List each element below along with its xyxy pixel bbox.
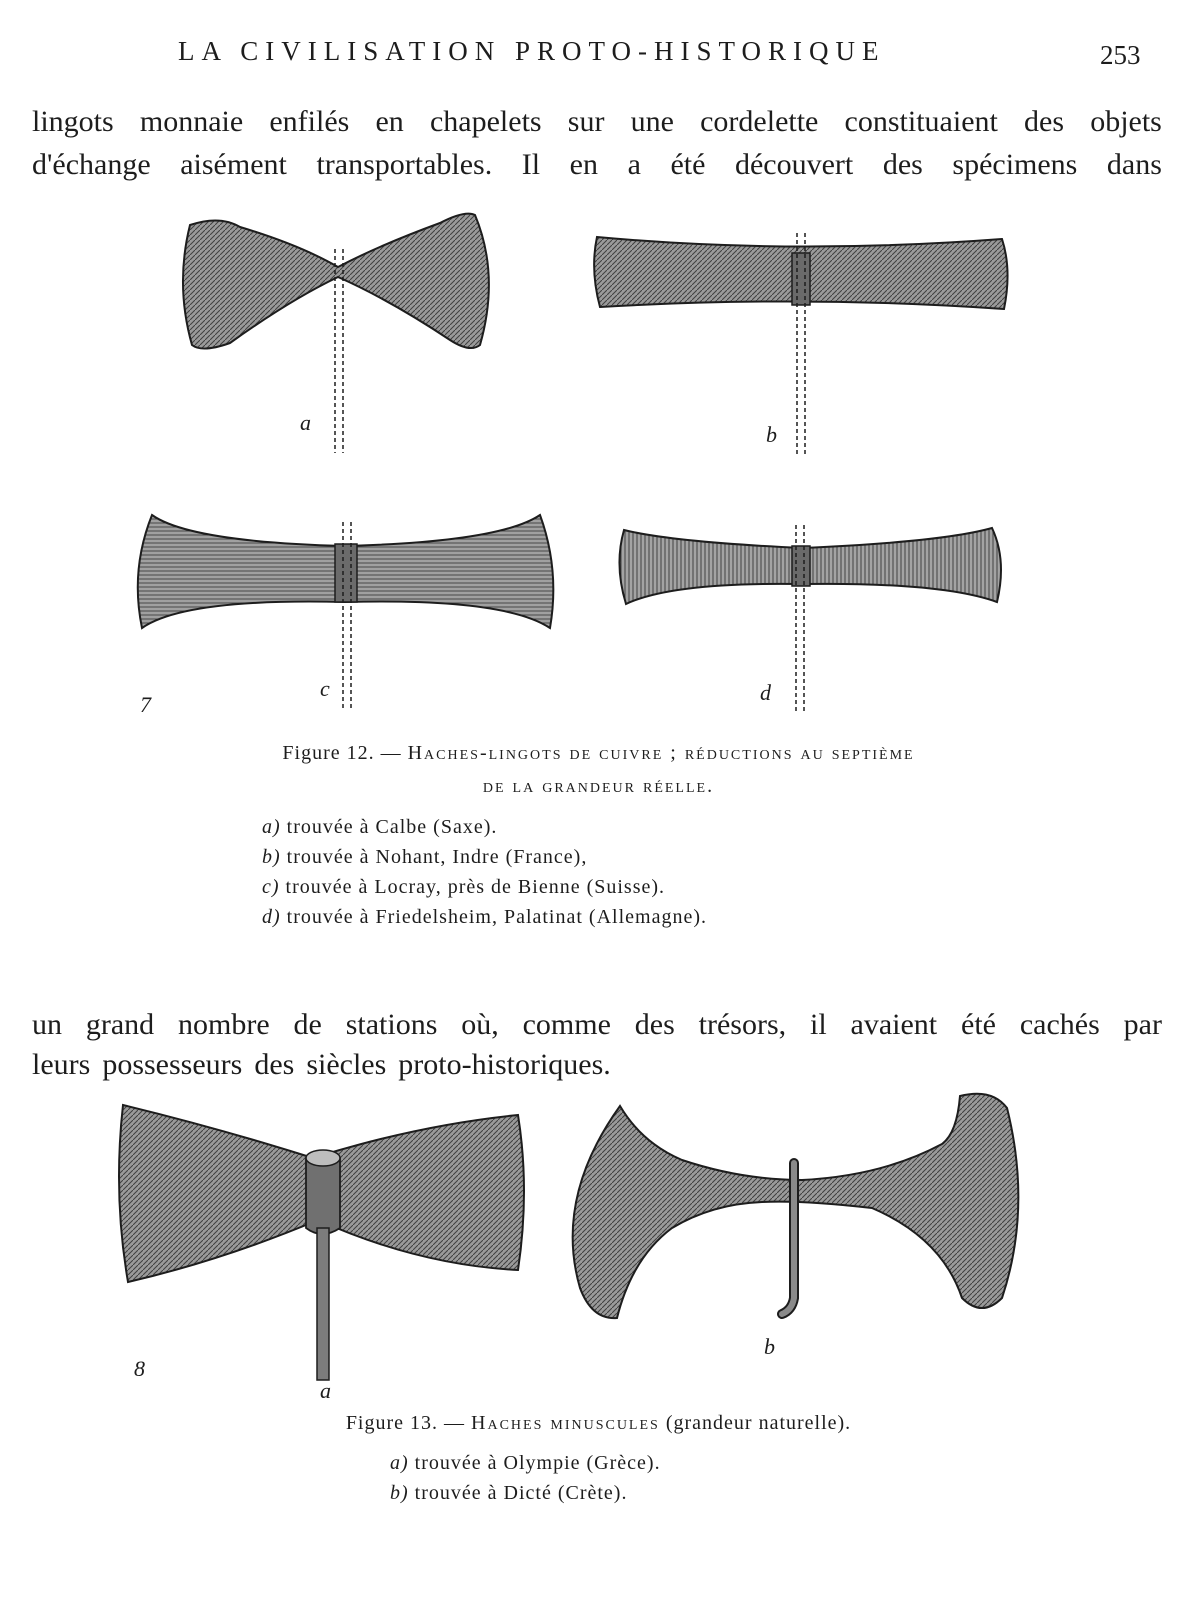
item-text: trouvée à Olympie (Grèce). xyxy=(414,1452,661,1474)
item-text: trouvée à Nohant, Indre (France), xyxy=(286,846,588,868)
word: par xyxy=(1123,1008,1162,1041)
item-text: trouvée à Friedelsheim, Palatinat (Allemagne). xyxy=(286,906,707,928)
word: enfilés xyxy=(269,105,350,138)
word: cachés xyxy=(1019,1008,1100,1041)
figure-13-letter-a: a xyxy=(320,1378,331,1403)
axe-ingot-b-illustration xyxy=(592,225,1012,465)
word: a xyxy=(627,148,641,181)
page-number: 253 xyxy=(1100,40,1141,70)
word: des xyxy=(882,148,923,181)
paragraph-top xyxy=(32,100,1162,186)
figure-12-caption-title: Haches-lingots de cuivre ; réductions au septième xyxy=(407,742,915,764)
item-text: trouvée à Locray, près de Bienne (Suisse). xyxy=(285,876,666,898)
figure-13-caption-prefix: Figure 13. — xyxy=(345,1412,466,1434)
word: transportables. xyxy=(316,148,493,181)
word: des xyxy=(1024,105,1065,138)
list-item xyxy=(262,902,707,932)
word: des xyxy=(634,1008,675,1041)
figure-12-letter-c: c xyxy=(320,676,330,701)
word: découvert xyxy=(734,148,854,181)
item-letter: a) xyxy=(262,816,281,838)
item-letter: d) xyxy=(262,906,281,928)
miniature-axe-b-illustration xyxy=(562,1088,1027,1328)
figure-12-caption xyxy=(0,742,1197,765)
item-letter: c) xyxy=(262,876,280,898)
list-item xyxy=(390,1478,661,1508)
word: dans xyxy=(1106,148,1162,181)
word: d'échange xyxy=(32,148,151,181)
word: lingots xyxy=(32,105,114,138)
word: objets xyxy=(1090,105,1162,138)
item-text: trouvée à Calbe (Saxe). xyxy=(286,816,498,838)
figure-13-caption-title-rest: (grandeur naturelle). xyxy=(665,1412,852,1434)
list-item xyxy=(262,842,707,872)
word: monnaie xyxy=(139,105,244,138)
figure-12-caption-prefix: Figure 12. — xyxy=(282,742,402,764)
item-text: trouvée à Dicté (Crète). xyxy=(414,1482,628,1504)
word: où, xyxy=(461,1008,499,1041)
paragraph-line xyxy=(32,1005,1162,1045)
paragraph-line xyxy=(32,143,1162,186)
word: chapelets xyxy=(429,105,542,138)
paragraph-middle xyxy=(32,1005,1162,1085)
word: comme xyxy=(522,1008,611,1041)
paragraph-line xyxy=(32,1045,1162,1085)
axe-ingot-d-illustration xyxy=(612,520,1007,715)
figure-12-find-list xyxy=(262,812,707,932)
word: stations xyxy=(345,1008,438,1041)
word: proto-historiques. xyxy=(398,1048,611,1081)
word: leurs xyxy=(32,1048,91,1081)
word: siècles xyxy=(306,1048,387,1081)
word: spécimens xyxy=(952,148,1078,181)
running-title: LA CIVILISATION PROTO-HISTORIQUE xyxy=(178,36,886,66)
figure-13-letter-b: b xyxy=(764,1334,775,1359)
word: sur xyxy=(567,105,605,138)
miniature-axe-a-illustration xyxy=(118,1100,528,1390)
word: avaient xyxy=(850,1008,938,1041)
word: en xyxy=(569,148,598,181)
figure-12-plate-number: 7 xyxy=(140,692,151,717)
list-item xyxy=(262,812,707,842)
word: en xyxy=(375,105,404,138)
list-item xyxy=(390,1448,661,1478)
figure-13-caption-title: Haches minuscules xyxy=(471,1412,660,1434)
item-letter: a) xyxy=(390,1452,409,1474)
paragraph-line xyxy=(32,100,1162,143)
word: nombre xyxy=(178,1008,270,1041)
word: cordelette xyxy=(700,105,819,138)
word: des xyxy=(254,1048,295,1081)
word: possesseurs xyxy=(102,1048,243,1081)
figure-12-caption-title-line2: de la grandeur réelle. xyxy=(482,775,715,797)
word: trésors, xyxy=(698,1008,787,1041)
word: aisément xyxy=(180,148,287,181)
word: il xyxy=(809,1008,827,1041)
word: grand xyxy=(85,1008,155,1041)
word: constituaient xyxy=(844,105,998,138)
figure-13-plate-number: 8 xyxy=(134,1356,145,1381)
figure-12-letter-a: a xyxy=(300,410,311,435)
axe-ingot-c-illustration xyxy=(130,510,560,715)
word: une xyxy=(630,105,674,138)
word: un xyxy=(32,1008,62,1041)
word: été xyxy=(961,1008,996,1041)
list-item xyxy=(262,872,707,902)
item-letter: b) xyxy=(262,846,281,868)
figure-12-letter-b: b xyxy=(766,422,777,447)
word: Il xyxy=(521,148,541,181)
word: de xyxy=(293,1008,322,1041)
item-letter: b) xyxy=(390,1482,409,1504)
figure-13-caption xyxy=(0,1412,1197,1435)
axe-ingot-a-illustration xyxy=(180,205,500,465)
word: été xyxy=(670,148,706,181)
figure-13-find-list xyxy=(390,1448,661,1508)
figure-12-letter-d: d xyxy=(760,680,771,705)
